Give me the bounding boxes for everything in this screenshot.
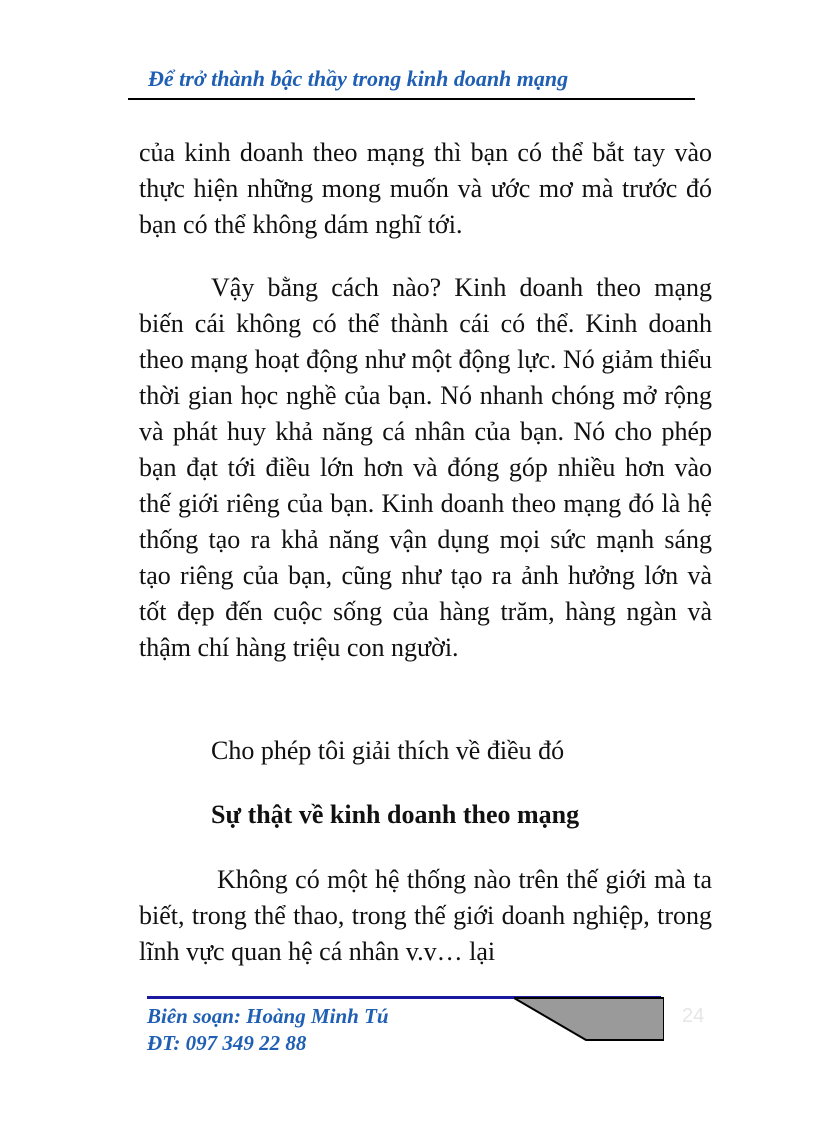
footer-phone: ĐT: 097 349 22 88	[147, 1031, 307, 1055]
header-rule	[128, 98, 695, 100]
paragraph-3: Cho phép tôi giải thích về điều đó	[211, 736, 565, 765]
paragraph-1: của kinh doanh theo mạng thì bạn có thể bắt tay vào thực hiện những mong muốn và ước mơ mà trước đó bạn có thể không dám nghĩ tới.	[139, 138, 712, 239]
page-number: 24	[682, 1005, 705, 1027]
paragraph-2: Vậy bằng cách nào? Kinh doanh theo mạng biến cái không có thể thành cái có thể. Kinh doanh theo mạng hoạt động như một động lực. Nó giảm thiểu thời gian học nghề của bạn. Nó nhanh chóng mở rộng và phát huy khả năng cá nhân của bạn. Nó cho phép bạn đạt tới điều lớn hơn và đóng góp nhiều hơn vào thế giới riêng của bạn. Kinh doanh theo mạng đó là hệ thống tạo ra khả năng vận dụng mọi sức mạnh sáng tạo riêng của bạn, cũng như tạo ra ảnh hưởng lớn và tốt đẹp đến cuộc sống của hàng trăm, hàng ngàn và thậm chí hàng triệu con người.	[139, 273, 712, 662]
footer-author: Biên soạn: Hoàng Minh Tú	[147, 1004, 389, 1028]
section-heading: Sự thật về kinh doanh theo mạng	[211, 800, 580, 829]
paragraph-closing: Không có một hệ thống nào trên thế giới mà ta biết, trong thể thao, trong thế giới doanh nghiệp, trong lĩnh vực quan hệ cá nhân v.v… lại	[139, 865, 712, 966]
running-header-title: Để trở thành bậc thầy trong kinh doanh mạng	[148, 66, 569, 91]
footer-page-tab-shape	[514, 996, 664, 1041]
